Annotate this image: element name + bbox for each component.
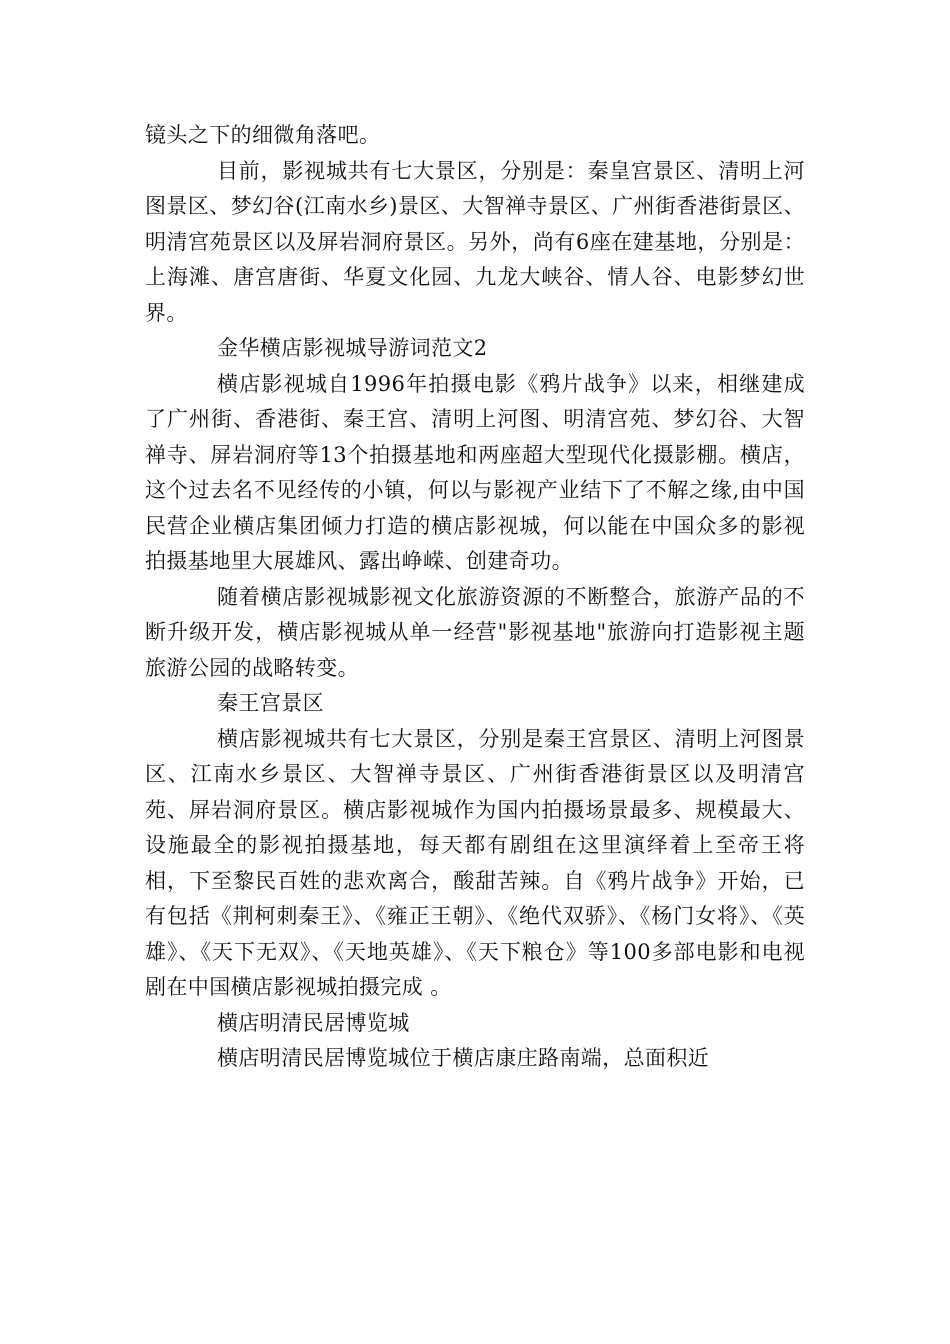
paragraph-scenic-areas: 目前，影视城共有七大景区，分别是：秦皇宫景区、清明上河图景区、梦幻谷(江南水乡)景区、大智禅寺景区、广州街香港街景区、明清宫苑景区以及屏岩洞府景区。另外，尚有6座在建基地，分别是：上海滩、唐宫唐街、华夏文化园、九龙大峡谷、情人谷、电影梦幻世界。	[145, 158, 805, 325]
document-body	[145, 118, 805, 1077]
paragraph-continuation: 镜头之下的细微角落吧。	[145, 123, 381, 147]
section-heading-qin-palace: 秦王宫景区	[217, 691, 324, 715]
section-heading-ming-qing-residences: 横店明清民居博览城	[217, 1010, 410, 1035]
paragraph-seven-areas: 横店影视城共有七大景区，分别是秦王宫景区、清明上河图景区、江南水乡景区、大智禅寺景区、广州街香港街景区以及明清宫苑、屏岩洞府景区。横店影视城作为国内拍摄场景最多、规模最大、设施最全的影视拍摄基地，每天都有剧组在这里演绎着上至帝王将相，下至黎民百姓的悲欢离合，酸甜苦辣。自《鸦片战争》开始，已有包括《荆柯刺秦王》、《雍正王朝》、《绝代双骄》、《杨门女将》、《英雄》、《天下无双》、《天地英雄》、《天下粮仓》等100多部电影和电视剧在中国横店影视城拍摄完成 。	[145, 726, 805, 999]
paragraph-residences-intro: 横店明清民居博览城位于横店康庄路南端，总面积近	[217, 1046, 710, 1070]
paragraph-history: 横店影视城自1996年拍摄电影《鸦片战争》以来，相继建成了广州街、香港街、秦王宫、清明上河图、明清宫苑、梦幻谷、大智禅寺、屏岩洞府等13个拍摄基地和两座超大型现代化摄影棚。横店，这个过去名不见经传的小镇，何以与影视产业结下了不解之缘,由中国民营企业横店集团倾力打造的横店影视城，何以能在中国众多的影视拍摄基地里大展雄风、露出峥嵘、创建奇功。	[145, 371, 805, 573]
paragraph-strategy: 随着横店影视城影视文化旅游资源的不断整合，旅游产品的不断升级开发，横店影视城从单一经营"影视基地"旅游向打造影视主题旅游公园的战略转变。	[145, 584, 805, 680]
section-heading-sample-2: 金华横店影视城导游词范文2	[217, 336, 488, 360]
